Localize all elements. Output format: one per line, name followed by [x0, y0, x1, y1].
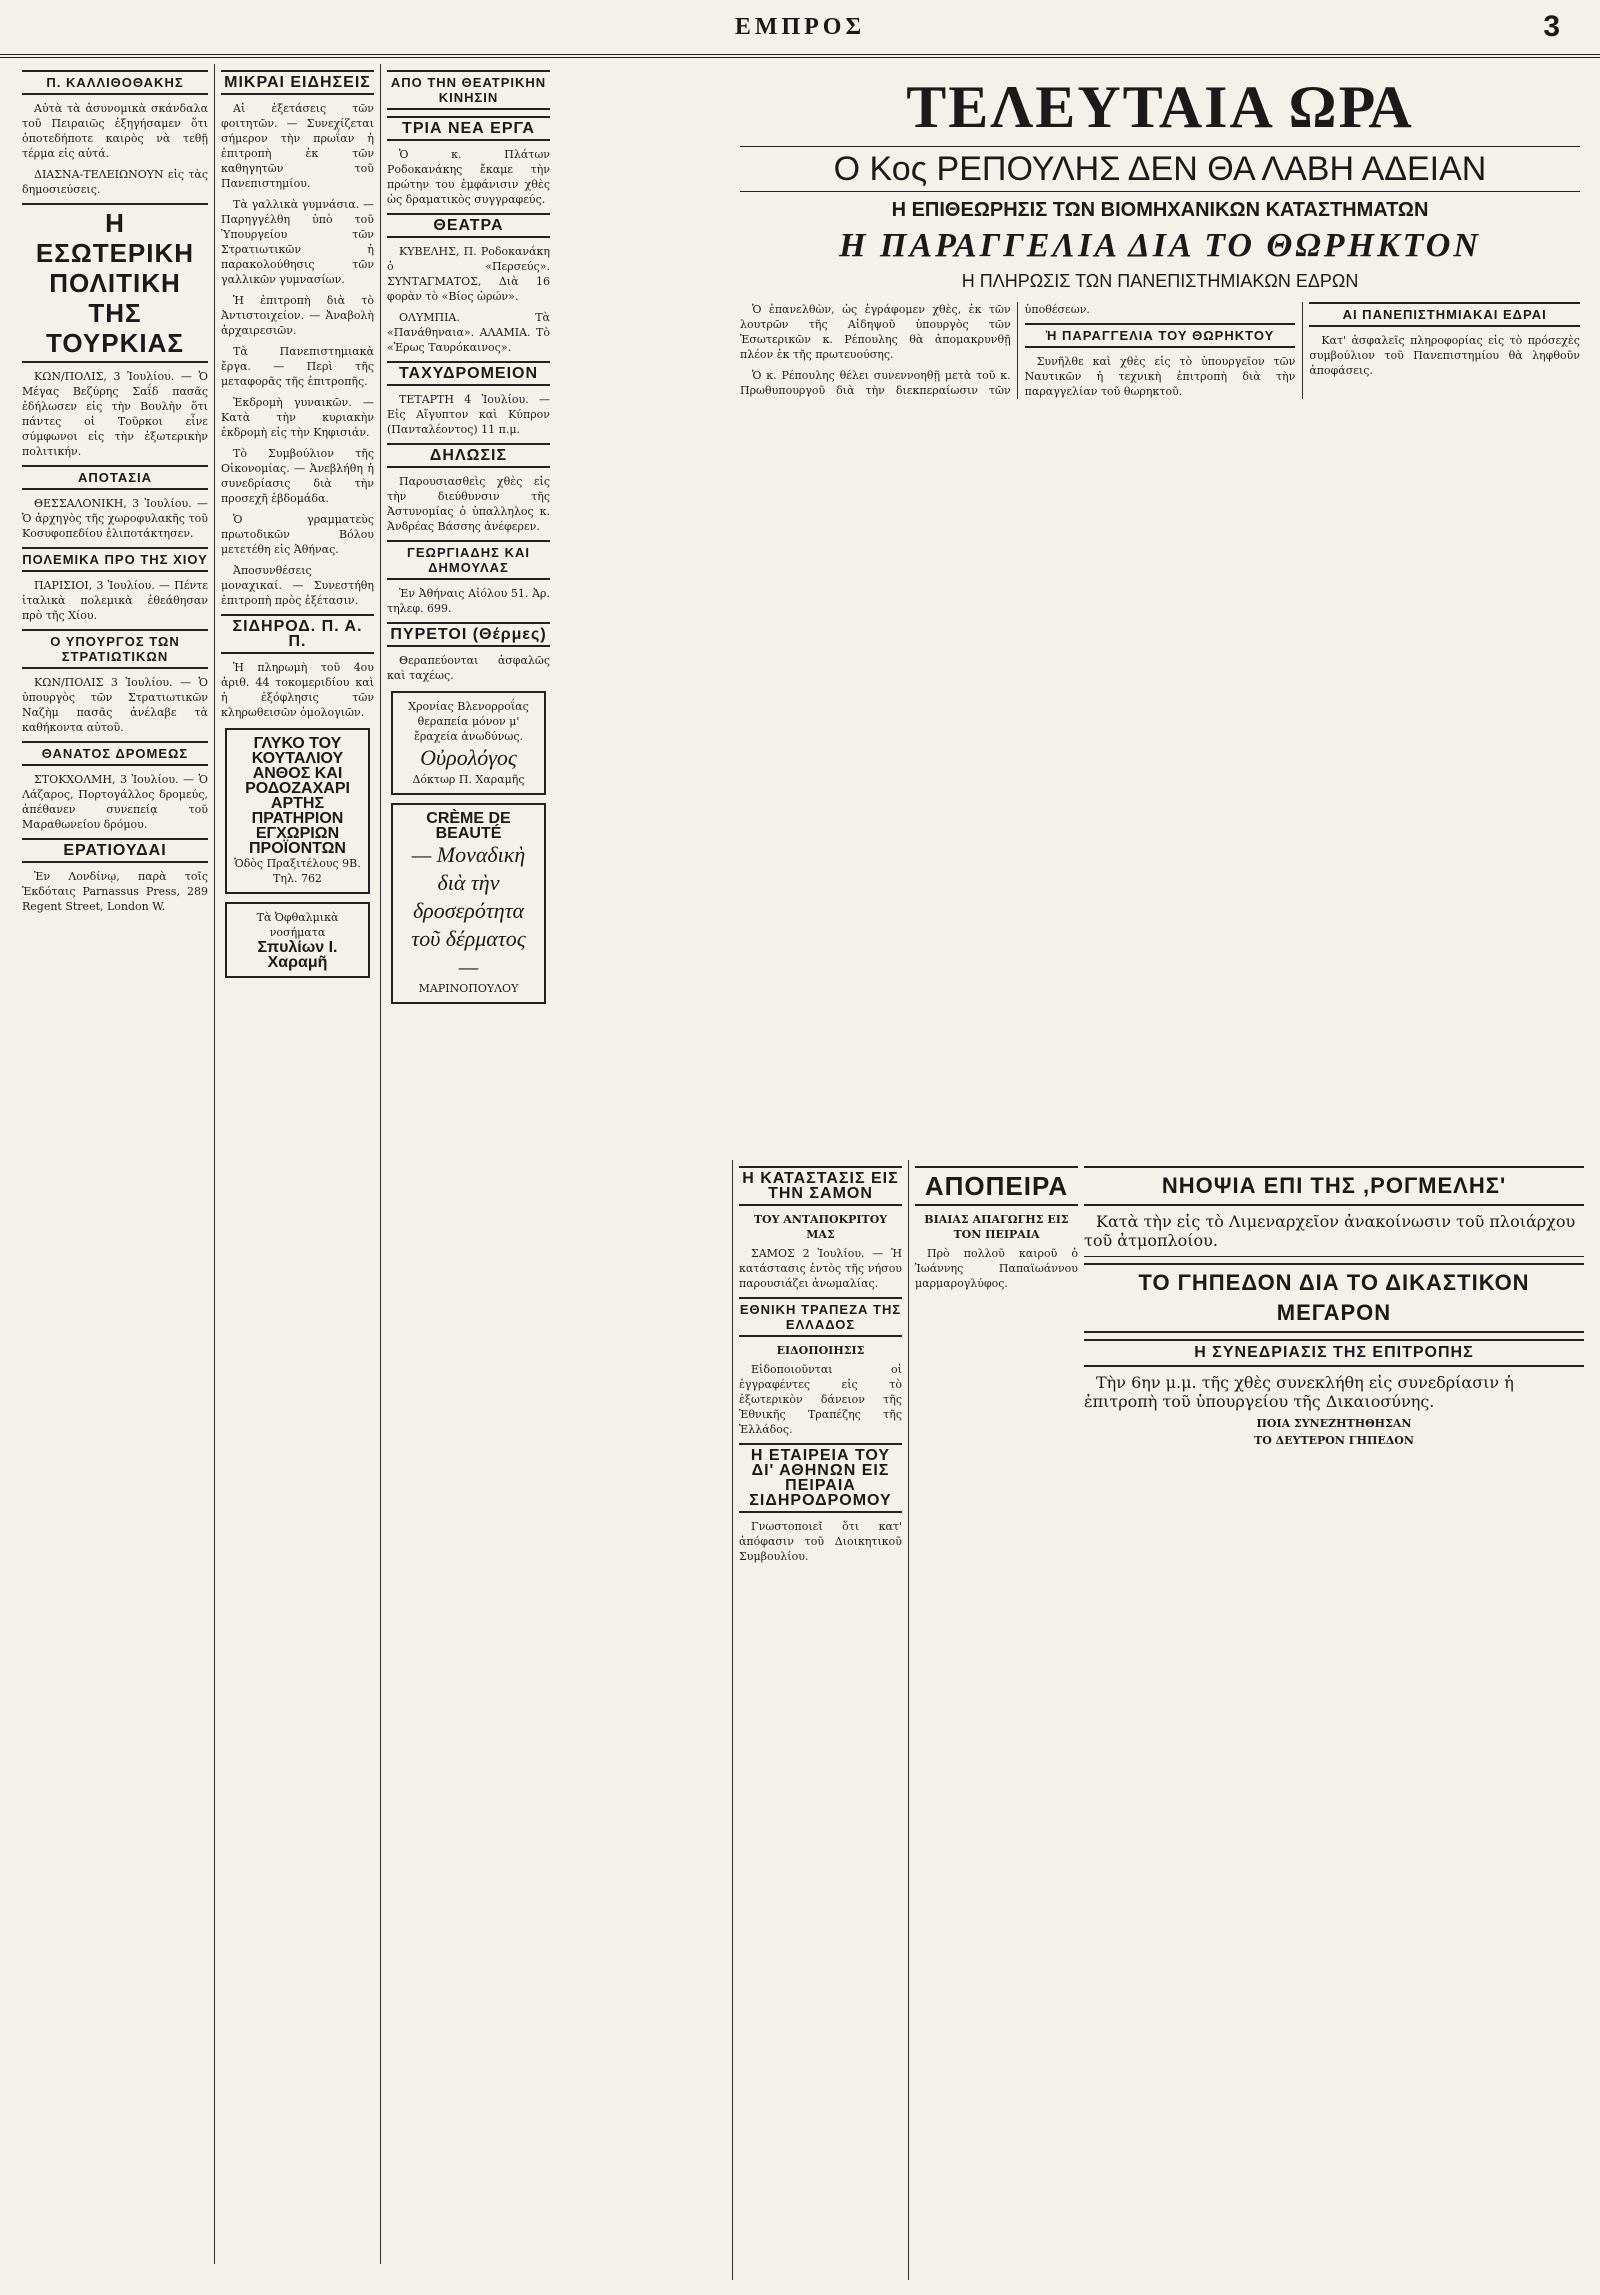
subheading-discussed: ΠΟΙΑ ΣΥΝΕΖΗΤΗΘΗΣΑΝ: [1256, 1417, 1412, 1430]
paragraph: Γνωστοποιεῖ ὅτι κατ' ἀπόφασιν τοῦ Διοικητικοῦ Συμβουλίου.: [739, 1520, 902, 1563]
paragraph: Παρουσιασθεὶς χθὲς εἰς τὴν διεύθυνσιν τῆς Ἀστυνομίας ὁ ὑπαλληλος κ. Ἀνδρέας Βάσσης ἀνέφερεν.: [387, 475, 550, 533]
ad-eye-clinic: [225, 902, 370, 978]
paragraph: Θεραπεύονται ἀσφαλῶς καὶ ταχέως.: [387, 654, 550, 682]
heading-grounding: ΝΗΟΨΙΑ ΕΠΙ ΤΗΣ ,ΡΟΓΜΕΛΗΣ': [1084, 1166, 1584, 1206]
heading-small-news: ΜΙΚΡΑΙ ΕΙΔΗΣΕΙΣ: [221, 70, 374, 95]
heading-theatre-movement: ΑΠΟ ΤΗΝ ΘΕΑΤΡΙΚΗΝ ΚΙΝΗΣΙΝ: [387, 70, 550, 110]
column-1: [16, 64, 214, 2264]
heading-turkey-politics: Η ΕΣΩΤΕΡΙΚΗ ΠΟΛΙΤΙΚΗ ΤΗΣ ΤΟΥΡΚΙΑΣ: [22, 203, 208, 363]
paragraph: Ἐν Ἀθήναις Αἰόλου 51. Ἀρ. τηλεφ. 699.: [387, 587, 550, 615]
paragraph: Τὰ Πανεπιστημιακὰ ἔργα. — Περὶ τῆς μεταφορᾶς τῆς ἐπιτροπῆς.: [221, 345, 374, 388]
ad-text: Χρονίας Βλενορροΐας θεραπεία μόνον μ' ἔραχεία ἀνωδύνως.: [408, 700, 529, 743]
subheading-notice: ΕΙΔΟΠΟΙΗΣΙΣ: [776, 1344, 865, 1357]
ad-slogan: — Μοναδικὴ διὰ τὴν δροσερότητα τοῦ δέρματος —: [411, 842, 526, 979]
paragraph: ΚΩΝ/ΠΟΛΙΣ, 3 Ἰουλίου. — Ὁ Μέγας Βεζύρης Σαΐδ πασᾶς ἐδήλωσεν εἰς τὴν Βουλὴν ὅτι πάντες οἱ Τοῦρκοι εἶνε σύμφωνοι εἰς τὴν ἐξωτερικὴν πολιτικήν.: [22, 370, 208, 458]
paragraph: Αὐτὰ τὰ ἀσυνομικὰ σκάνδαλα τοῦ Πειραιῶς ἐξηγήσαμεν ὅτι ὁποτεδήποτε καιρὸς νὰ τεθῇ τέρμα εἰς αὐτά.: [22, 102, 208, 160]
heading-runner-death: ΘΑΝΑΤΟΣ ΔΡΟΜΕΩΣ: [22, 741, 208, 766]
ad-creme: [391, 803, 546, 1004]
ad-title: Τὰ Ὀφθαλμικὰ νοσήματα: [256, 911, 339, 939]
subheading-second-plot: ΤΟ ΔΕΥΤΕΡΟΝ ΓΗΠΕΔΟΝ: [1254, 1434, 1414, 1447]
heading-minister: Ο ΥΠΟΥΡΓΟΣ ΤΩΝ ΣΤΡΑΤΙΩΤΙΚΩΝ: [22, 629, 208, 669]
ad-title: ΓΛΥΚΟ ΤΟΥ ΚΟΥΤΑΛΙΟΥ ΑΝΘΟΣ ΚΑΙ ΡΟΔΟΖΑΧΑΡΙ ΑΡΤΗΣ: [245, 735, 350, 812]
heading-court-building: ΤΟ ΓΗΠΕΔΟΝ ΔΙΑ ΤΟ ΔΙΚΑΣΤΙΚΟΝ ΜΕΓΑΡΟΝ: [1084, 1263, 1584, 1333]
paragraph: Εἰδοποιοῦνται οἱ ἐγγραφέντες εἰς τὸ ἐξωτερικὸν δάνειον τῆς Ἐθνικῆς Τραπέζης τῆς Ἑλλάδος.: [739, 1363, 902, 1436]
paragraph: Ὁ κ. Ρέπουλης θέλει συνεννοηθῇ μετὰ τοῦ κ. Πρωθυπουργοῦ διὰ τὴν διεκπεραίωσιν τῶν ὑποθέσεων.: [740, 303, 1090, 397]
ad-title: Οὐρολόγος: [420, 745, 517, 770]
heading-railway: ΣΙΔΗΡΟΔ. Π. Α. Π.: [221, 614, 374, 654]
headline-repoulis: Ο Κος ΡΕΠΟΥΛΗΣ ΔΕΝ ΘΑ ΛΑΒΗ ΑΔΕΙΑΝ: [740, 146, 1580, 192]
paragraph: Ἀποσυνθέσεις μοναχικαί. — Συνεστήθη ἐπιτροπὴ πρὸς ἐξέτασιν.: [221, 564, 374, 607]
paragraph: Αἱ ἐξετάσεις τῶν φοιτητῶν. — Συνεχίζεται σήμερον τὴν πρωΐαν ἡ ἐπιτροπὴ ἐκ τῶν καθηγητῶν τοῦ Πανεπιστημίου.: [221, 102, 374, 190]
paragraph: Τὸ Συμβούλιον τῆς Οἰκονομίας. — Ἀνεβλήθη ἡ συνεδρίασις διὰ τὴν προσεχῆ ἑβδομάδα.: [221, 447, 374, 505]
paragraph: Ἡ πληρωμὴ τοῦ 4ου ἀριθ. 44 τοκομεριδίου καὶ ἡ ἐξόφλησις τῶν κληρωθεισῶν ὁμολογιῶν.: [221, 661, 374, 719]
paragraph: Ἐκδρομὴ γυναικῶν. — Κατὰ τὴν κυριακὴν ἐκδρομὴ εἰς τὴν Κηφισιάν.: [221, 396, 374, 439]
divider: [1084, 1256, 1584, 1257]
paragraph: ΔΙΑΣΝΑ-ΤΕΛΕΙΩΝΟΥΝ εἰς τὰς δημοσιεύσεις.: [22, 168, 208, 196]
heading-apostasia: ΑΠΟΤΑΣΙΑ: [22, 465, 208, 490]
paragraph: Ἐν Λονδίνῳ, παρὰ τοῖς Ἐκδόταις Parnassus Press, 289 Regent Street, London W.: [22, 870, 208, 913]
heading-fevers: ΠΥΡΕΤΟΙ (Θέρμες): [387, 622, 550, 647]
newspaper-name: ΕΜΠΡΟΣ: [734, 14, 866, 40]
paragraph: ΚΩΝ/ΠΟΛΙΣ 3 Ἰουλίου. — Ὁ ὑπουργὸς τῶν Στρατιωτικῶν Ναζὴμ πασᾶς ἀνέλαβε τὰ καθήκοντα αὐτοῦ.: [22, 676, 208, 734]
heading-committee: Η ΣΥΝΕΔΡΙΑΣΙΣ ΤΗΣ ΕΠΙΤΡΟΠΗΣ: [1084, 1339, 1584, 1367]
heading-samos: Η ΚΑΤΑΣΤΑΣΙΣ ΕΙΣ ΤΗΝ ΣΑΜΟΝ: [739, 1166, 902, 1206]
heading-post-office: ΤΑΧΥΔΡΟΜΕΙΟΝ: [387, 361, 550, 386]
headline-latest-hour: ΤΕΛΕΥΤΑΙΑ ΩΡΑ: [906, 74, 1414, 140]
heading-eratioudai: ΕΡΑΤΙΟΥΔΑΙ: [22, 838, 208, 863]
ad-doctor: Δόκτωρ Π. Χαραμῆς: [412, 773, 525, 786]
subheading-university: ΑΙ ΠΑΝΕΠΙΣΤΗΜΙΑΚΑΙ ΕΔΡΑΙ: [1309, 302, 1580, 327]
subheading-abduction: ΒΙΑΙΑΣ ΑΠΑΓΩΓΗΣ ΕΙΣ ΤΟΝ ΠΕΙΡΑΙΑ: [924, 1213, 1069, 1241]
subheading-correspondent: ΤΟΥ ΑΝΤΑΠΟΚΡΙΤΟΥ ΜΑΣ: [753, 1213, 888, 1241]
paragraph: Κατὰ τὴν εἰς τὸ Λιμεναρχεῖον ἀνακοίνωσιν τοῦ πλοιάρχου τοῦ ἀτμοπλοίου.: [1084, 1212, 1576, 1250]
paragraph: Τὰ γαλλικὰ γυμνάσια. — Παρηγγέλθη ὑπὸ τοῦ Ὑπουργείου τῶν Στρατιωτικῶν ἡ παρακολούθησις τῶν γαλλικῶν γυμνασίων.: [221, 198, 374, 286]
ad-title: CRÈME DE BEAUTÉ: [426, 810, 511, 842]
column-3: [380, 64, 556, 2264]
ad-urologist: [391, 691, 546, 795]
heading-railway-company: Η ΕΤΑΙΡΕΙΑ ΤΟΥ ΔΙ' ΑΘΗΝΩΝ ΕΙΣ ΠΕΙΡΑΙΑ ΣΙΔΗΡΟΔΡΟΜΟΥ: [739, 1443, 902, 1513]
paragraph: Πρὸ πολλοῦ καιροῦ ὁ Ἰωάννης Παπαϊωάννου μαρμαρογλύφος.: [915, 1247, 1078, 1290]
column-5: [732, 1160, 908, 2280]
paragraph: Ὁ γραμματεὺς πρωτοδικῶν Βόλου μετετέθη εἰς Ἀθήνας.: [221, 513, 374, 556]
paragraph: Ὁ κ. Πλάτων Ροδοκανάκης ἔκαμε τὴν πρώτην του ἐμφάνισιν χθὲς ὡς δραματικὸς συγγραφεύς.: [387, 148, 550, 206]
paragraph: ΘΕΣΣΑΛΟΝΙΚΗ, 3 Ἰουλίου. — Ὁ ἀρχηγὸς τῆς χωροφυλακῆς τοῦ Κοσυφοπεδίου ἐλιποτάκτησεν.: [22, 497, 208, 540]
masthead: [0, 0, 1600, 58]
heading-chios: ΠΟΛΕΜΙΚΑ ΠΡΟ ΤΗΣ ΧΙΟΥ: [22, 547, 208, 572]
ad-brand: ΜΑΡΙΝΟΠΟΥΛΟΥ: [418, 982, 519, 995]
lower-right-section: [1084, 1160, 1584, 1451]
column-6: [908, 1160, 1084, 2280]
headline-university: Η ΠΛΗΡΩΣΙΣ ΤΩΝ ΠΑΝΕΠΙΣΤΗΜΙΑΚΩΝ ΕΔΡΩΝ: [961, 271, 1359, 291]
paragraph: Κατ' ἀσφαλεῖς πληροφορίας εἰς τὸ πρόσεχὲς συμβούλιον τοῦ Πανεπιστημίου θὰ ληφθοῦν ἀποφάσεις.: [1309, 334, 1580, 377]
latest-news-section: [740, 72, 1580, 1152]
paragraph: Ὁ ἐπανελθὼν, ὡς ἐγράφομεν χθὲς, ἐκ τῶν λουτρῶν τῆς Αἰδηψοῦ ὑπουργὸς τῶν Ἐσωτερικῶν κ. Ρέπουλης θὰ ἀπομακρυνθῇ πλέον ἐκ τῆς πρωτευούσης.: [740, 303, 1011, 361]
page-number: 3: [1543, 10, 1560, 43]
paragraph: Τὴν 6ην μ.μ. τῆς χθὲς συνεκλήθη εἰς συνεδρίασιν ἡ ἐπιτροπὴ τοῦ ὑπουργείου τῆς Δικαιοσύνης.: [1084, 1373, 1514, 1411]
latest-news-body: [740, 302, 1580, 399]
heading-theatres: ΘΕΑΤΡΑ: [387, 213, 550, 238]
paragraph: ΣΑΜΟΣ 2 Ἰουλίου. — Ἡ κατάστασις ἐντὸς τῆς νήσου παρουσιάζει ἀνωμαλίας.: [739, 1247, 902, 1290]
column-2: [214, 64, 380, 2264]
paragraph: ΚΥΒΕΛΗΣ, Π. Ροδοκανάκη ὁ «Περσεύς». ΣΥΝΤΑΓΜΑΤΟΣ, Διὰ 16 φορὰν τὸ «Βίος ὡρών».: [387, 245, 550, 303]
ad-doctor: Σπυλίων Ι. Χαραμῆ: [257, 939, 338, 971]
headline-battleship: Η ΠΑΡΑΓΓΕΛΙΑ ΔΙΑ ΤΟ ΘΩΡΗΚΤΟΝ: [839, 227, 1481, 264]
ad-sweets: [225, 728, 370, 894]
paragraph: ΣΤΟΚΧΟΛΜΗ, 3 Ἰουλίου. — Ὁ Λάζαρος, Πορτογάλλος δρομεύς, ἀπέθανεν συνεπείᾳ τοῦ Μαραθωνείου δρόμου.: [22, 773, 208, 831]
paragraph: ΠΑΡΙΣΙΟΙ, 3 Ἰουλίου. — Πέντε ἰταλικὰ πολεμικὰ ἐθεάθησαν πρὸ τῆς Χίου.: [22, 579, 208, 622]
subheading-battleship: Ἡ ΠΑΡΑΓΓΕΛΙΑ ΤΟΥ ΘΩΡΗΚΤΟΥ: [1025, 323, 1296, 348]
heading-kalliothakis: Π. ΚΑΛΛΙΘΟΘΑΚΗΣ: [22, 70, 208, 95]
paragraph: Ἡ ἐπιτροπὴ διὰ τὸ Ἀντιστοιχείον. — Ἀναβολὴ ἀρχαιρεσιῶν.: [221, 294, 374, 337]
headline-inspection: Η ΕΠΙΘΕΩΡΗΣΙΣ ΤΩΝ ΒΙΟΜΗΧΑΝΙΚΩΝ ΚΑΤΑΣΤΗΜΑΤΩΝ: [891, 199, 1429, 221]
heading-declaration: ΔΗΛΩΣΙΣ: [387, 443, 550, 468]
paragraph: ΟΛΥΜΠΙΑ. Τὰ «Πανάθηναια». ΑΛΑΜΙΑ. Τὸ «Ἐρως Ταυρόκαινος».: [387, 311, 550, 354]
heading-three-new-works: ΤΡΙΑ ΝΕΑ ΕΡΓΑ: [387, 116, 550, 141]
heading-georgiadis: ΓΕΩΡΓΙΑΔΗΣ ΚΑΙ ΔΗΜΟΥΛΑΣ: [387, 540, 550, 580]
ad-title: ΠΡΑΤΗΡΙΟΝ ΕΓΧΩΡΙΩΝ ΠΡΟΪΟΝΤΩΝ: [249, 810, 346, 857]
paragraph: ΤΕΤΑΡΤΗ 4 Ἰουλίου. — Εἰς Αἴγυπτον καὶ Κύπρον (Πανταλέοντος) 11 π.μ.: [387, 393, 550, 436]
heading-attempt: ΑΠΟΠΕΙΡΑ: [915, 1166, 1078, 1206]
paragraph: Συνῆλθε καὶ χθὲς εἰς τὸ ὑπουργεῖον τῶν Ναυτικῶν ἡ τεχνικὴ ἐπιτροπὴ διὰ τὴν παραγγελίαν τοῦ θωρηκτοῦ.: [1024, 355, 1296, 398]
heading-national-bank: ΕΘΝΙΚΗ ΤΡΑΠΕΖΑ ΤΗΣ ΕΛΛΑΔΟΣ: [739, 1297, 902, 1337]
ad-address: Ὁδὸς Πραξιτέλους 9Β. Τηλ. 762: [234, 857, 361, 885]
